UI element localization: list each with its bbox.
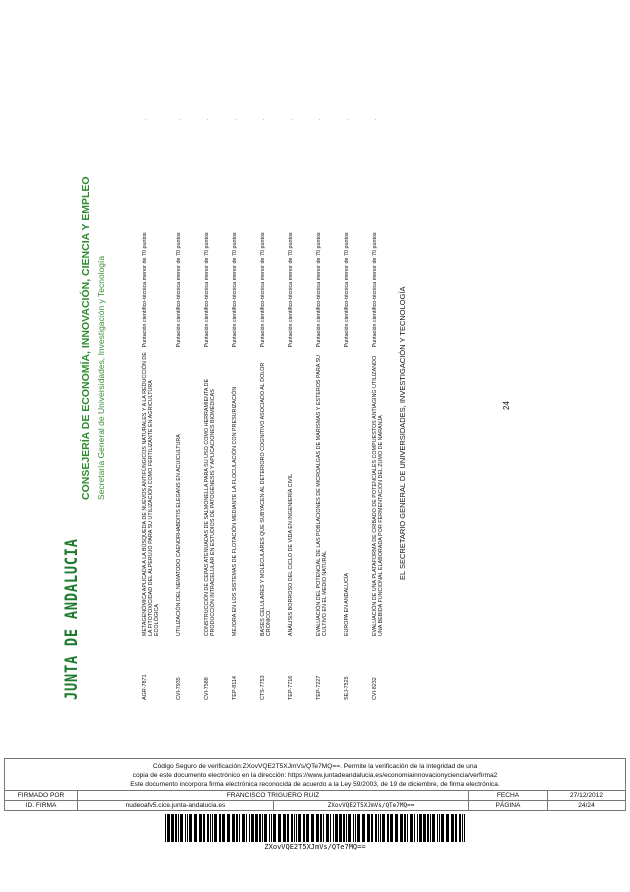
barcode-bar [387,814,389,842]
row-score: Puntación científico-técnica menor de 70 puntos [316,232,322,348]
barcode-bar [464,814,465,842]
verification-box [4,758,626,811]
note-line-2: copia de este documento electrónico en la dirección: https://www.juntadeandalucia.es/economiainnovacionyciencia/verfirma2 [132,772,498,779]
barcode-bar [273,814,276,842]
barcode-bar [455,814,457,842]
table-row [260,100,288,700]
signature-line: EL SECRETARIO GENERAL DE UNIVERSIDADES, INVESTIGACIÓN Y TECNOLOGÍA [398,286,407,580]
barcode-bar [423,814,426,842]
row-mark: . [372,119,378,121]
row-code: TEP-7716 [288,675,294,700]
row-code: CVI-8232 [372,677,378,700]
barcode-bar [283,814,286,842]
row-code: AGR-7871 [142,674,148,700]
row-score: Puntación científico-técnica menor de 70 puntos [204,232,210,348]
row-title: UTILIZACIÓN DEL NEMATODO CAENORHABDITIS ELEGANS EN ACUICULTURA [176,434,182,637]
row-title: CONSTRUCCIÓN DE CEPAS ATENUADAS DE SALMONELLA PARA SU USO COMO HERRAMIENTA DE PRODUCCIÓN INTRACELULAR EN ESTUDIOS DE PATOGÉNESIS Y APLICACIONES BIOMÉDICAS [204,378,217,637]
barcode-bar [378,814,379,842]
barcode-bar [343,814,345,842]
barcode-bar [395,814,398,842]
row-title: ANÁLISIS BORROSO DEL CICLO DE VIDA EN INGENIERÍA CIVIL [288,473,294,637]
row-title: EUROPA EN ANDALUCÍA [344,572,350,637]
barcode-bar [269,814,270,842]
barcode-bar [187,814,188,842]
barcode-bar [255,814,258,842]
barcode-bar [251,814,254,842]
barcode-bar [367,814,370,842]
barcode-bar [320,814,322,842]
barcode-bar [291,814,293,842]
row-score: Puntación científico-técnica menor de 70 puntos [260,232,266,348]
barcode-bar [298,814,301,842]
barcode-bar [339,814,342,842]
barcode-bar [175,814,177,842]
signature-id-row [5,800,625,810]
row-title: EVALUACIÓN DEL POTENCIAL DE LAS POBLACIONES DE MICROALGAS DE MARISMAS Y ESTEROS PARA SU CULTIVO EN EL MEDIO NATURAL [316,355,329,637]
row-mark: . [142,119,148,121]
barcode-bar [357,814,360,842]
table-row [142,100,176,700]
firmado-value: FRANCISCO TRIGUERO RUIZ [78,791,469,800]
row-mark: . [232,119,238,121]
barcode-bar [355,814,356,842]
consejeria-subtitle: Secretaría General de Universidades, Investigación y Tecnología [96,255,106,500]
barcode-bar [380,814,381,842]
row-score: Puntación científico-técnica menor de 70 puntos [372,232,378,348]
barcode-text: ZXovVQE2T5XJmVs/QTe7MQ== [264,843,366,851]
barcode-bar [227,814,230,842]
barcode-bar [214,814,217,842]
pagina-value: 24/24 [578,802,595,809]
row-score: Puntación científico-técnica menor de 70 puntos [142,232,148,348]
barcode-bar [451,814,454,842]
projects-table [142,100,400,700]
barcode-bar [348,814,351,842]
barcode-bar [375,814,377,842]
consejeria-title: CONSEJERÍA DE ECONOMÍA, INNOVACIÓN, CIENCIA Y EMPLEO [80,176,92,500]
barcode-bar [446,814,449,842]
barcode-bar [462,814,463,842]
row-code: CVI-7588 [204,677,210,700]
barcode-bar [203,814,205,842]
table-row [316,100,344,700]
barcode-bar [271,814,272,842]
barcode-bar [414,814,415,842]
barcode-bar [311,814,314,842]
barcode-bar [165,814,166,842]
table-row [232,100,260,700]
barcode-bar [242,814,245,842]
row-mark: . [344,119,350,121]
table-row [344,100,372,700]
barcode-bar [432,814,435,842]
barcode-bar [212,814,213,842]
barcode-bar [239,814,240,842]
fecha-value: 27/12/2012 [569,792,603,799]
barcode-bar [459,814,461,842]
barcode-bar [437,814,438,842]
page-number: 24 [502,401,511,410]
barcode-bar [390,814,393,842]
barcode-bar [178,814,179,842]
row-mark: . [316,119,322,121]
barcode-bar [262,814,263,842]
id-label: ID. FIRMA [5,801,78,810]
table-row [204,100,232,700]
fecha-label: FECHA [469,791,548,800]
barcode-bar [430,814,431,842]
row-title: MEJORA EN LOS SISTEMAS DE FLOTACIÓN MEDIANTE LA FLOCULACIÓN CON PRESURIZACIÓN [232,386,238,637]
barcode-bar [410,814,413,842]
barcode-bar [400,814,403,842]
barcode-bar [362,814,365,842]
row-score: Puntación científico-técnica menor de 70 puntos [344,232,350,348]
barcode-bar [259,814,261,842]
row-code: TEP-8114 [232,676,238,700]
barcode-bar [210,814,211,842]
row-code: CTS-7753 [260,675,266,700]
barcode-bar [294,814,295,842]
barcode-bar [189,814,192,842]
barcode-bar [346,814,347,842]
barcode-bar [296,814,297,842]
row-mark: . [288,119,294,121]
row-code: TEP-7227 [316,675,322,700]
barcode-bar [194,814,197,842]
barcode-bar [199,814,202,842]
barcode-bar [326,814,329,842]
row-score: Puntación científico-técnica menor de 70 puntos [288,232,294,348]
table-row [288,100,316,700]
barcode-bar [407,814,408,842]
barcode-bar [222,814,225,842]
row-mark: . [260,119,266,121]
barcode-bar [333,814,334,842]
barcode-bar [404,814,406,842]
barcode-bar [232,814,235,842]
barcode-bar [219,814,221,842]
barcode-bar [185,814,186,842]
row-mark: . [176,119,182,121]
barcode-bar [441,814,444,842]
id-code: ZXovVQE2T5XJmVs/QTe7MQ== [274,801,469,810]
barcode [4,814,626,842]
barcode-bar [439,814,440,842]
verification-footer [4,758,626,851]
barcode-bar [427,814,429,842]
barcode-bar [303,814,305,842]
note-line-3: Este documento incorpora firma electrónica reconocida de acuerdo a la Ley 59/2003, de 19 de diciembre, de firma electrónica. [130,781,500,788]
row-code: CVI-7935 [176,677,182,700]
barcode-bar [419,814,422,842]
table-row [176,100,204,700]
row-mark: . [204,119,210,121]
row-title: EVALUACIÓN DE UNA PLATAFORMA DE CRIBADO DE POTENCIALES COMPUESTOS ANTIAGING UTILIZANDO UNA BEBIDA FUNCIONAL ELABORADA POR FERMENTACIÓN DEL ZUMO DE NARANJA [372,355,385,637]
row-score: Puntación científico-técnica menor de 70 puntos [176,232,182,348]
barcode-bar [306,814,309,842]
barcode-bar [167,814,170,842]
table-row [372,100,400,700]
barcode-bar [371,814,373,842]
row-title: BASES CELULARES Y MOLECULARES QUE SUBYACEN AL DETERIORO COGNITIVO ASOCIADO AL DOLOR CRÓNICO. [260,362,273,637]
barcode-bar [353,814,354,842]
barcode-bar [316,814,319,842]
barcode-bar [207,814,209,842]
row-title: METAGENÓMICA APLICADA A LA BÚSQUEDA DE NUEVOS ANTIFÚNGICOS NATURALES Y A LA REDUCCIÓN DE LA FITOTOXICIDAD DEL ALPERUJO PARA SU UTILIZACIÓN COMO FERTILIZANTE EN AGRICULTURA ECOLÓGICA [142,352,161,637]
barcode-bar [249,814,250,842]
barcode-bar [382,814,385,842]
barcode-bar [180,814,183,842]
pagina-label: PÁGINA [469,801,548,810]
row-score: Puntación científico-técnica menor de 70 puntos [232,232,238,348]
barcode-bar [330,814,331,842]
id-value: nudeoafv5.cice.junta-andalucia.es [78,801,274,810]
barcode-bar [323,814,324,842]
note-line-1: Código Seguro de verificación:ZXovVQE2T5XJmVs/QTe7MQ==. Permite la verificación de la integridad de una [152,763,478,770]
barcode-bar [287,814,289,842]
verification-note [5,759,625,790]
barcode-bar [417,814,418,842]
barcode-bar [264,814,267,842]
firmado-label: FIRMADO POR [5,791,78,800]
signed-by-row [5,790,625,800]
barcode-bar [236,814,238,842]
barcode-bar [278,814,281,842]
barcode-bar [246,814,247,842]
barcode-bar [335,814,338,842]
row-code: SEJ-7525 [344,676,350,700]
rotated-page-content [62,0,562,700]
junta-logo: JUNTA DE ANDALUCIA [62,538,82,700]
barcode-bar [171,814,174,842]
